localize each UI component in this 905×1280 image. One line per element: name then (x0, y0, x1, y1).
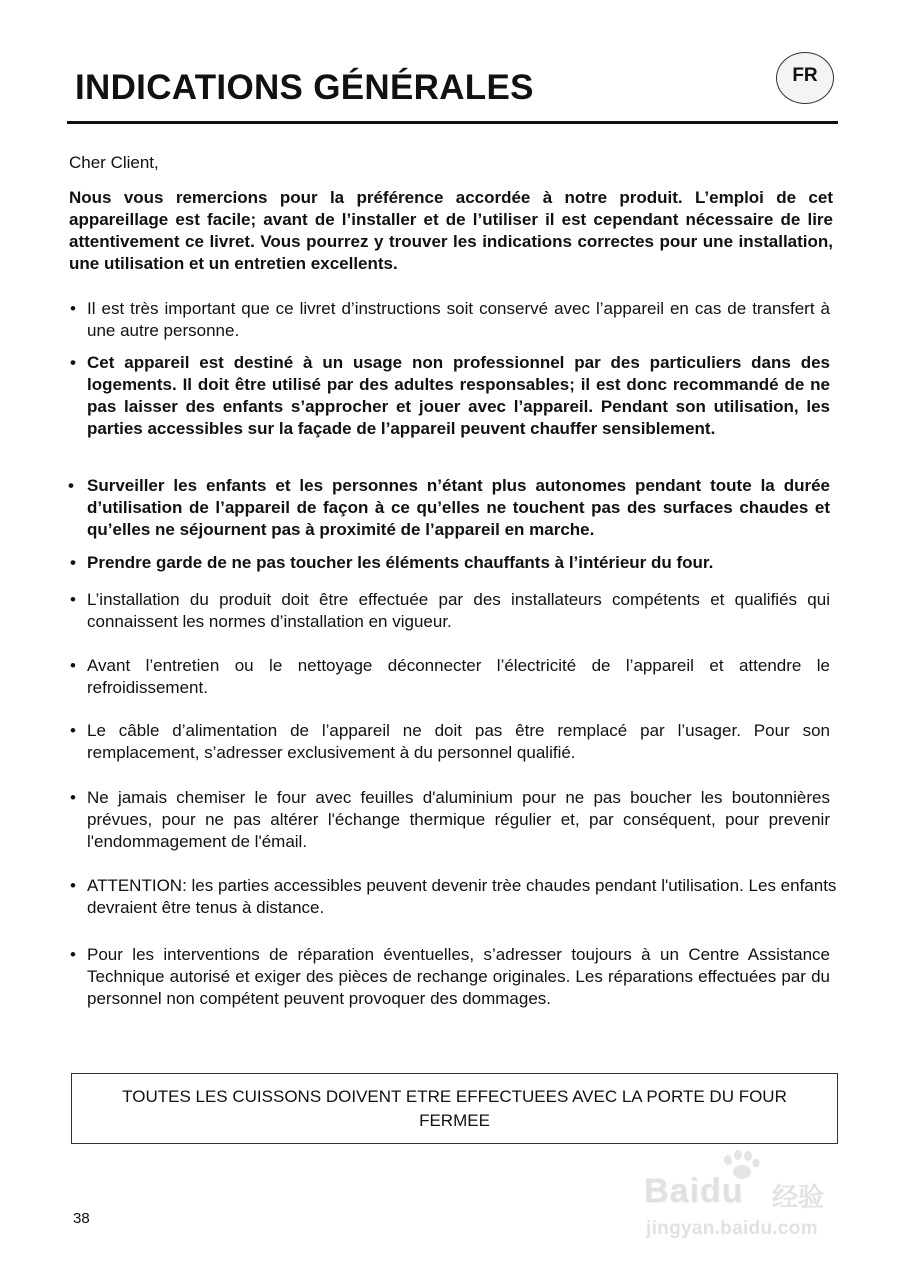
list-item (64, 875, 848, 919)
watermark-cn-text: 经验 (772, 1182, 825, 1212)
bullet-icon: • (70, 945, 76, 964)
title-divider (67, 121, 838, 124)
bullet-icon: • (70, 721, 76, 740)
notice-box (71, 1073, 838, 1144)
watermark-logo-text: Baidu (644, 1172, 744, 1210)
baidu-watermark (640, 1150, 860, 1250)
list-item (64, 787, 848, 853)
list-item-text: Le câble d’alimentation de l’appareil ne doit pas être remplacé par l’usager. Pour son remplacement, s’adresser exclusivement à du personnel qualifié. (87, 721, 830, 762)
bullet-icon: • (70, 299, 76, 318)
list-item (64, 298, 848, 342)
list-item-text: Cet appareil est destiné à un usage non professionnel par des particuliers dans des logements. Il doit être utilisé par des adultes responsables; il est donc recommandé de ne pas laisser des enfants s’approcher et jouer avec l’appareil. Pendant son utilisation, les parties accessibles sur la façade de l’appareil peuvent chauffer sensiblement. (87, 353, 830, 438)
list-item (64, 589, 848, 633)
page-number: 38 (73, 1210, 90, 1227)
list-item-text: Ne jamais chemiser le four avec feuilles d'aluminium pour ne pas boucher les boutonnières prévues, pour ne pas altérer l'échange thermique régulier et, par conséquent, pour prevenir l'endommagement de l'émail. (87, 788, 830, 851)
list-item-text: ATTENTION: les parties accessibles peuvent devenir trèe chaudes pendant l'utilisation. Les enfants devraient être tenus à distance. (87, 876, 837, 917)
bullet-icon: • (70, 656, 76, 675)
intro-paragraph: Nous vous remercions pour la préférence accordée à notre produit. L’emploi de cet appareillage est facile; avant de l’installer et de l’utiliser il est cependant nécessaire de lire attentivement ce livret. Vous pourrez y trouver les indications correctes pour une installation, une utilisation et un entretien excellents. (69, 188, 833, 273)
list-item-text: Pour les interventions de réparation éventuelles, s’adresser toujours à un Centre Assistance Technique autorisé et exiger des pièces de rechange originales. Les réparations effectuées par du personnel non compétent peuvent provoquer des dommages. (87, 945, 830, 1008)
list-item (64, 720, 848, 764)
list-item (64, 352, 848, 440)
bullet-icon: • (70, 788, 76, 807)
bullet-icon: • (70, 590, 76, 609)
list-item-text: Prendre garde de ne pas toucher les éléments chauffants à l’intérieur du four. (87, 553, 714, 572)
bullet-icon: • (70, 353, 76, 372)
list-item-text: Surveiller les enfants et les personnes n’étant plus autonomes pendant toute la durée d’utilisation de l’appareil de façon à ce qu’elles ne touchent pas des surfaces chaudes et qu’elles ne séjournent pas à proximité de l’appareil en marche. (87, 476, 830, 539)
bullet-icon: • (70, 876, 76, 895)
page-title: INDICATIONS GÉNÉRALES (75, 68, 534, 107)
list-item-text: L’installation du produit doit être effectuée par des installateurs compétents et qualifiés qui connaissent les normes d’installation en vigueur. (87, 590, 830, 631)
bullet-icon: • (68, 476, 74, 495)
watermark-url: jingyan.baidu.com (646, 1218, 818, 1239)
greeting: Cher Client, (69, 153, 159, 172)
notice-text: TOUTES LES CUISSONS DOIVENT ETRE EFFECTUEES AVEC LA PORTE DU FOUR FERMEE (122, 1086, 787, 1130)
list-item-text: Avant l’entretien ou le nettoyage déconnecter l’électricité de l’appareil et attendre le refroidissement. (87, 656, 830, 697)
list-item (64, 944, 848, 1010)
list-item (64, 655, 848, 699)
list-item (64, 552, 848, 574)
language-badge: FR (776, 52, 834, 104)
list-item (64, 475, 848, 541)
list-item-text: Il est très important que ce livret d’instructions soit conservé avec l’appareil en cas de transfert à une autre personne. (87, 299, 830, 340)
bullet-icon: • (70, 553, 76, 572)
